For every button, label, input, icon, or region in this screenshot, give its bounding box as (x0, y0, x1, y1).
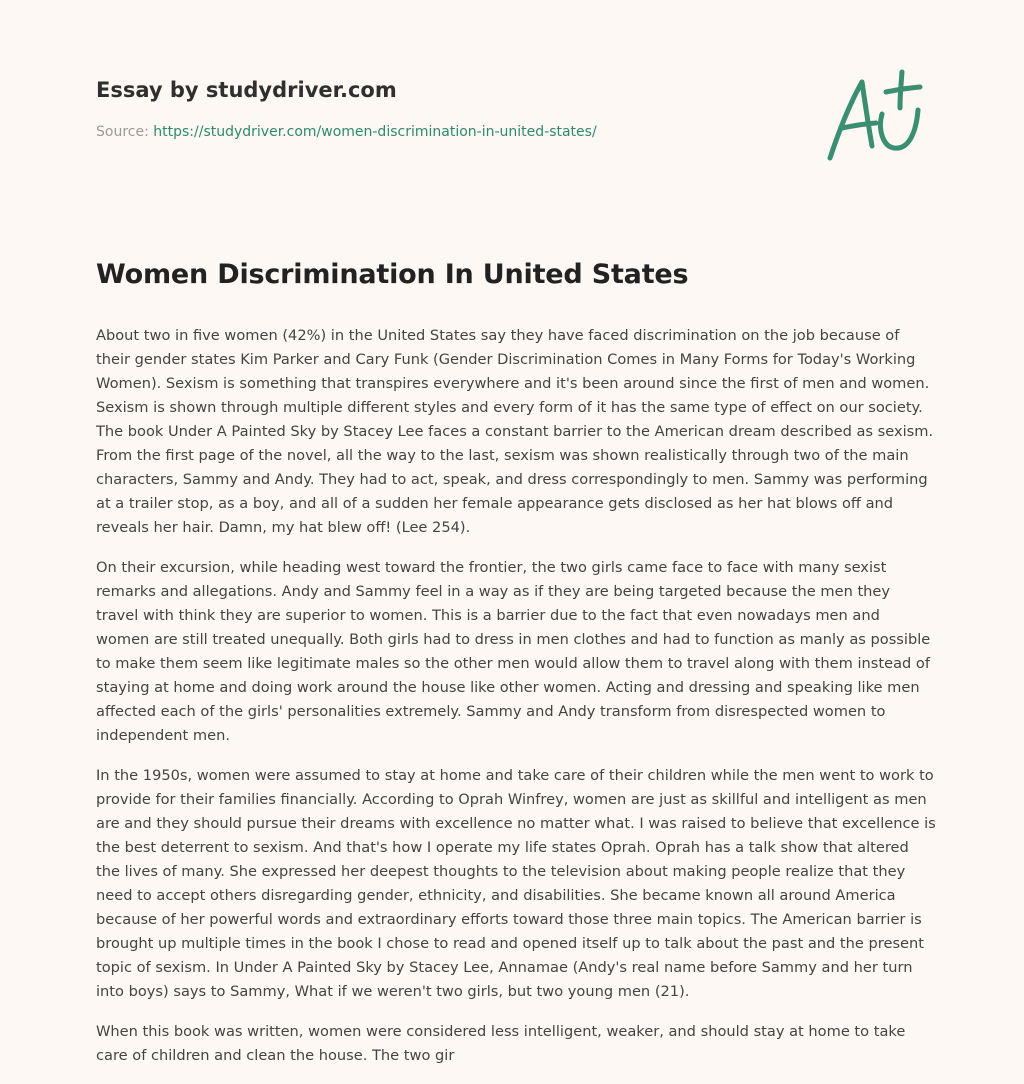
paragraph: About two in five women (42%) in the United States say they have faced discrimination on the job because of their gender states Kim Parker and Cary Funk (Gender Discrimination Comes in Many Forms for Today's Working Women). Sexism is something that transpires everywhere and it's been around since the first of men and women. Sexism is shown through multiple different styles and every form of it has the same type of effect on our society. The book Under A Painted Sky by Stacey Lee faces a constant barrier to the American dream described as sexism. From the first page of the novel, all the way to the last, sexism was shown realistically through two of the main characters, Sammy and Andy. They had to act, speak, and dress correspondingly to men. Sammy was performing at a trailer stop, as a boy, and all of a sudden her female appearance gets disclosed as her hat blows off and reveals her hair. Damn, my hat blew off! (Lee 254). (96, 327, 934, 536)
essay-header (96, 72, 796, 142)
paragraph: On their excursion, while heading west toward the frontier, the two girls came face to face with many sexist remarks and allegations. Andy and Sammy feel in a way as if they are being targeted because the men they travel with think they are superior to women. This is a barrier due to the fact that even nowadays men and women are still treated unequally. Both girls had to dress in men clothes and had to function as manly as possible to make them seem like legitimate males so the other men would allow them to travel along with them instead of staying at home and doing work around the house like other women. Acting and dressing and speaking like men affected each of the girls' personalities extremely. Sammy and Andy transform from disrespected women to independent men. (96, 559, 931, 744)
source-line (96, 122, 796, 142)
source-link[interactable]: https://studydriver.com/women-discrimination-in-united-states/ (153, 124, 597, 140)
article-title: Women Discrimination In United States (96, 259, 689, 290)
a-plus-logo (818, 68, 930, 166)
source-label: Source: (96, 124, 149, 140)
paragraph: When this book was written, women were considered less intelligent, weaker, and should stay at home to take care of children and clean the house. The two gir (96, 1023, 906, 1064)
article (96, 254, 936, 1084)
brand-title: Essay by studydriver.com (96, 78, 397, 102)
paragraph: In the 1950s, women were assumed to stay at home and take care of their children while the men went to work to provide for their families financially. According to Oprah Winfrey, women are just as skillful and intelligent as men are and they should pursue their dreams with excellence no matter what. I was raised to believe that excellence is the best deterrent to sexism. And that's how I operate my life states Oprah. Oprah has a talk show that altered the lives of many. She expressed her deepest thoughts to the television about making people realize that they need to accept others disregarding gender, ethnicity, and disabilities. She became known all around America because of her powerful words and extraordinary efforts toward those three main topics. The American barrier is brought up multiple times in the book I chose to read and opened itself up to talk about the past and the present topic of sexism. In Under A Painted Sky by Stacey Lee, Annamae (Andy's real name before Sammy and her turn into boys) says to Sammy, What if we weren't two girls, but two young men (21). (96, 767, 936, 1000)
